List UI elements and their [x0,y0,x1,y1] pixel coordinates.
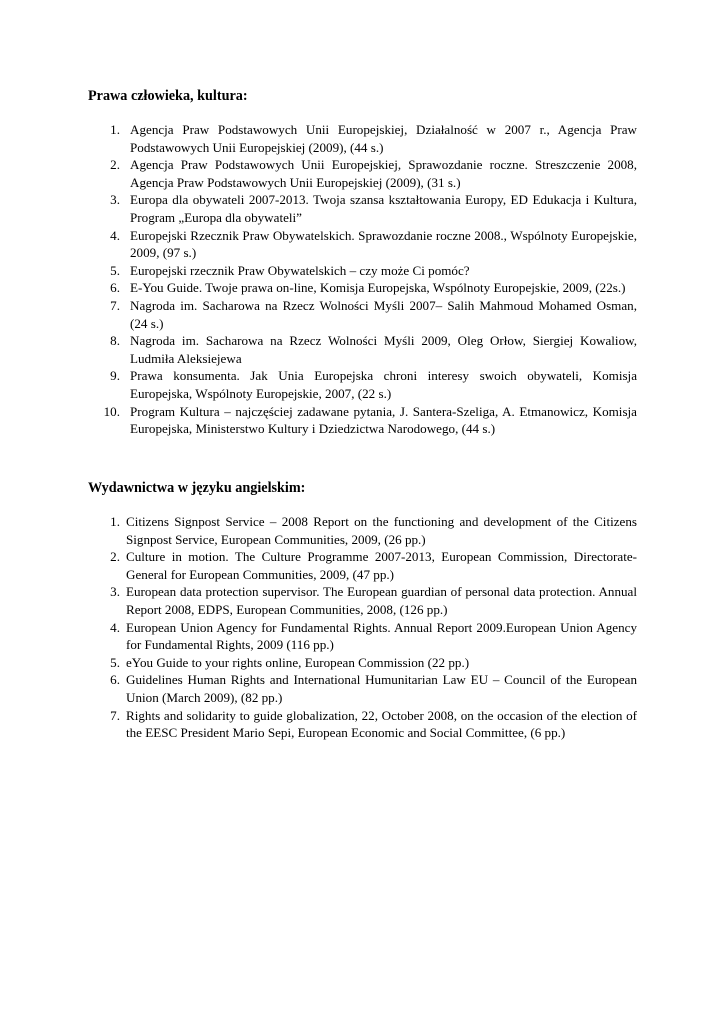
item-number: 7. [110,707,120,723]
item-text: Nagroda im. Sacharowa na Rzecz Wolności Myśli 2007– Salih Mahmoud Mohamed Osman, (24 s.) [130,297,637,331]
item-number: 2. [110,549,120,565]
item-number: 6. [110,280,120,296]
item-text: E-You Guide. Twoje prawa on-line, Komisja Europejska, Wspólnoty Europejskie, 2009, (22s.) [130,280,626,296]
item-text: Rights and solidarity to guide globalization, 22, October 2008, on the occasion of the election of the EESC President Mario Sepi, European Economic and Social Committee, (6 pp.) [126,707,637,741]
list-item [0,262,725,280]
list-item [0,279,725,297]
item-number: 3. [110,192,120,208]
publication-list-polish [0,121,725,438]
item-text: European Union Agency for Fundamental Rights. Annual Report 2009.European Union Agency for Fundamental Rights, 2009 (116 pp.) [126,619,637,653]
item-number: 7. [110,297,120,313]
list-item [0,619,725,654]
section-heading-english-publications: Wydawnictwa w języku angielskim: [88,480,306,496]
list-item [0,707,725,742]
item-text: Prawa konsumenta. Jak Unia Europejska chroni interesy swoich obywateli, Komisja Europejska, Wspólnoty Europejskie, 2007, (22 s.) [130,368,637,401]
item-text: eYou Guide to your rights online, European Commission (22 pp.) [126,654,470,670]
list-item [0,548,725,583]
item-text: Citizens Signpost Service – 2008 Report on the functioning and development of the Citizens Signpost Service, European Communities, 2009, (26 pp.) [126,514,637,547]
list-item [0,121,725,156]
list-item [0,191,725,226]
item-number: 5. [110,654,120,670]
list-item [0,654,725,672]
list-item [0,227,725,262]
item-number: 5. [110,262,120,278]
item-number: 9. [110,368,120,384]
item-text: Agencja Praw Podstawowych Unii Europejskiej, Sprawozdanie roczne. Streszczenie 2008, Agencja Praw Podstawowych Unii Europejskiej (2009), (31 s.) [130,157,637,190]
list-item [0,583,725,618]
list-item [0,332,725,367]
list-item [0,367,725,402]
item-number: 4. [110,227,120,243]
item-number: 3. [110,584,120,600]
item-number: 4. [110,619,120,635]
item-number: 1. [110,122,120,137]
item-text: Nagroda im. Sacharowa na Rzecz Wolności Myśli 2009, Oleg Orłow, Siergiej Kowaliow, Ludmiła Aleksiejewa [130,333,637,366]
list-item [0,403,725,438]
item-text: Culture in motion. The Culture Programme 2007-2013, European Commission, Directorate-General for European Communities, 2009, (47 pp.) [126,549,637,582]
item-text: Program Kultura – najczęściej zadawane pytania, J. Santera-Szeliga, A. Etmanowicz, Komisja Europejska, Ministerstwo Kultury i Dziedzictwa Narodowego, (44 s.) [130,403,637,437]
item-number: 1. [110,514,120,529]
section-heading-human-rights-culture: Prawa człowieka, kultura: [88,88,248,104]
item-number: 2. [110,157,120,173]
list-item [0,297,725,332]
item-text: Europejski Rzecznik Praw Obywatelskich. Sprawozdanie roczne 2008., Wspólnoty Europejskie, 2009, (97 s.) [130,227,637,261]
item-text: Europejski rzecznik Praw Obywatelskich – czy może Ci pomóc? [130,262,470,278]
item-text: Agencja Praw Podstawowych Unii Europejskiej, Działalność w 2007 r., Agencja Praw Podstawowych Unii Europejskiej (2009), (44 s.) [130,122,637,155]
item-text: European data protection supervisor. The European guardian of personal data protection. Annual Report 2008, EDPS, European Communities, 2008, (126 pp.) [126,584,637,617]
item-text: Europa dla obywateli 2007-2013. Twoja szansa kształtowania Europy, ED Edukacja i Kultura, Program „Europa dla obywateli” [130,192,637,225]
item-number: 8. [110,333,120,349]
list-item [0,156,725,191]
list-item [0,671,725,706]
list-item [0,513,725,548]
item-number: 6. [110,672,120,688]
item-number: 10. [103,403,120,419]
item-text: Guidelines Human Rights and International Humunitarian Law EU – Council of the European Union (March 2009), (82 pp.) [126,672,637,705]
publication-list-english [0,513,725,742]
